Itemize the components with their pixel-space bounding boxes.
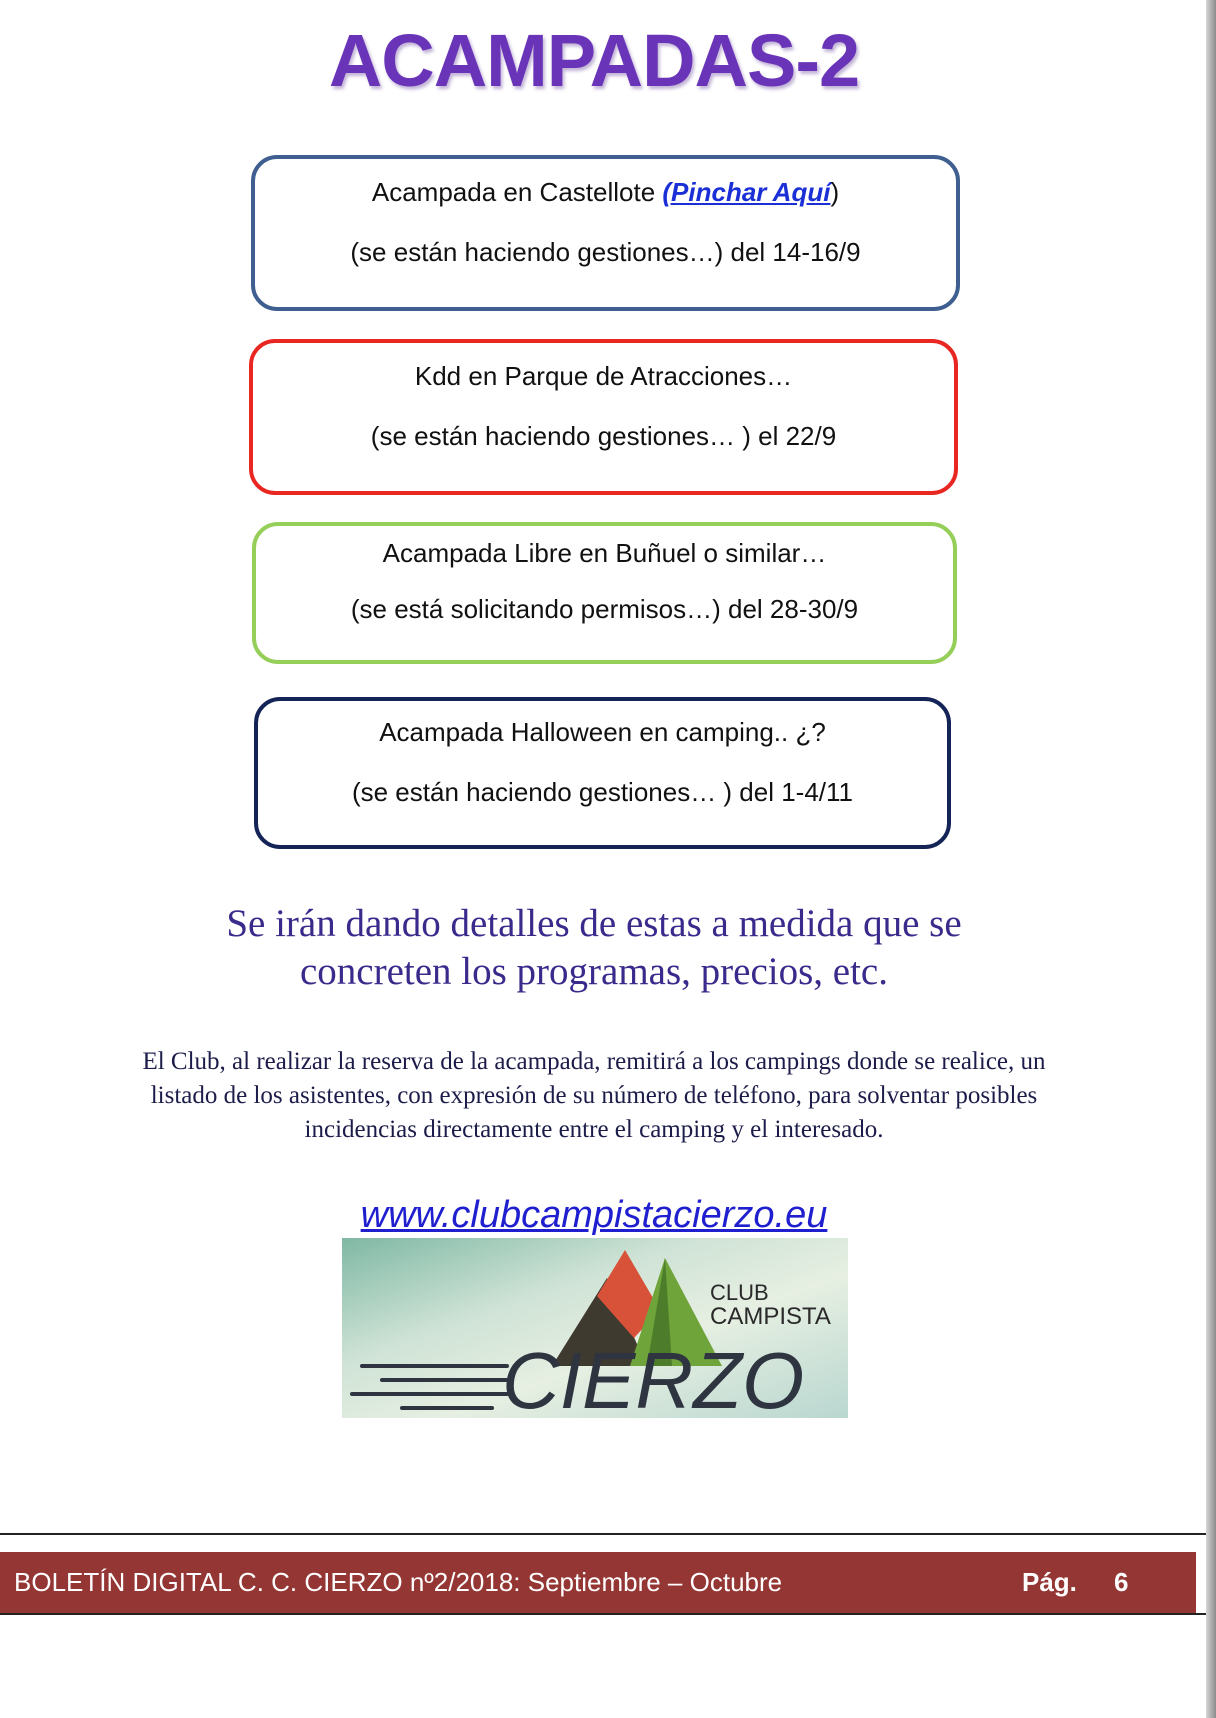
event-details: (se están haciendo gestiones…) del 14-16/9 [350,237,861,267]
footer-bottom-rule [0,1613,1206,1615]
event-card-parque-atracciones [249,339,958,495]
club-campista-cierzo-logo [342,1238,848,1418]
logo-campista-text: CAMPISTA [710,1303,831,1330]
pinchar-aqui-link[interactable]: (Pinchar Aquí [662,177,831,207]
event-title: Acampada Halloween en camping.. ¿? [379,717,826,747]
event-title: Kdd en Parque de Atracciones… [414,361,793,391]
details-notice: Se irán dando detalles de estas a medida que se concreten los programas, precios, etc. [226,902,962,993]
footer-page-label: Pág. [1022,1567,1077,1597]
club-reservation-note: El Club, al realizar la reserva de la acampada, remitirá a los campings donde se realice, un listado de los asistentes, con expresión de su número de teléfono, para solventar posibles incidencias directamente entre el camping y el interesado. [142,1048,1046,1143]
footer-page-number: 6 [1114,1567,1129,1597]
event-details: (se está solicitando permisos…) del 28-30/9 [350,594,859,624]
event-title: Acampada en Castellote [371,177,663,207]
logo-cierzo-text: CIERZO [502,1336,805,1418]
footer-bar [0,1552,1196,1613]
event-card-halloween [254,697,951,849]
event-details: (se están haciendo gestiones… ) el 22/9 [370,421,837,451]
page-title: ACAMPADAS-2 [328,19,860,102]
event-title: Acampada Libre en Buñuel o similar… [382,538,827,568]
footer-bulletin-text: BOLETÍN DIGITAL C. C. CIERZO nº2/2018: Septiembre – Octubre [14,1567,783,1597]
event-card-castellote [251,155,960,311]
logo-club-text: CLUB [710,1280,769,1305]
event-details: (se están haciendo gestiones… ) del 1-4/11 [351,777,854,807]
page-edge-shadow [1206,0,1216,1718]
website-link[interactable]: www.clubcampistacierzo.eu [360,1194,828,1236]
event-title-close: ) [830,177,840,207]
event-card-bunuel [252,522,957,664]
footer-top-rule [0,1533,1206,1535]
